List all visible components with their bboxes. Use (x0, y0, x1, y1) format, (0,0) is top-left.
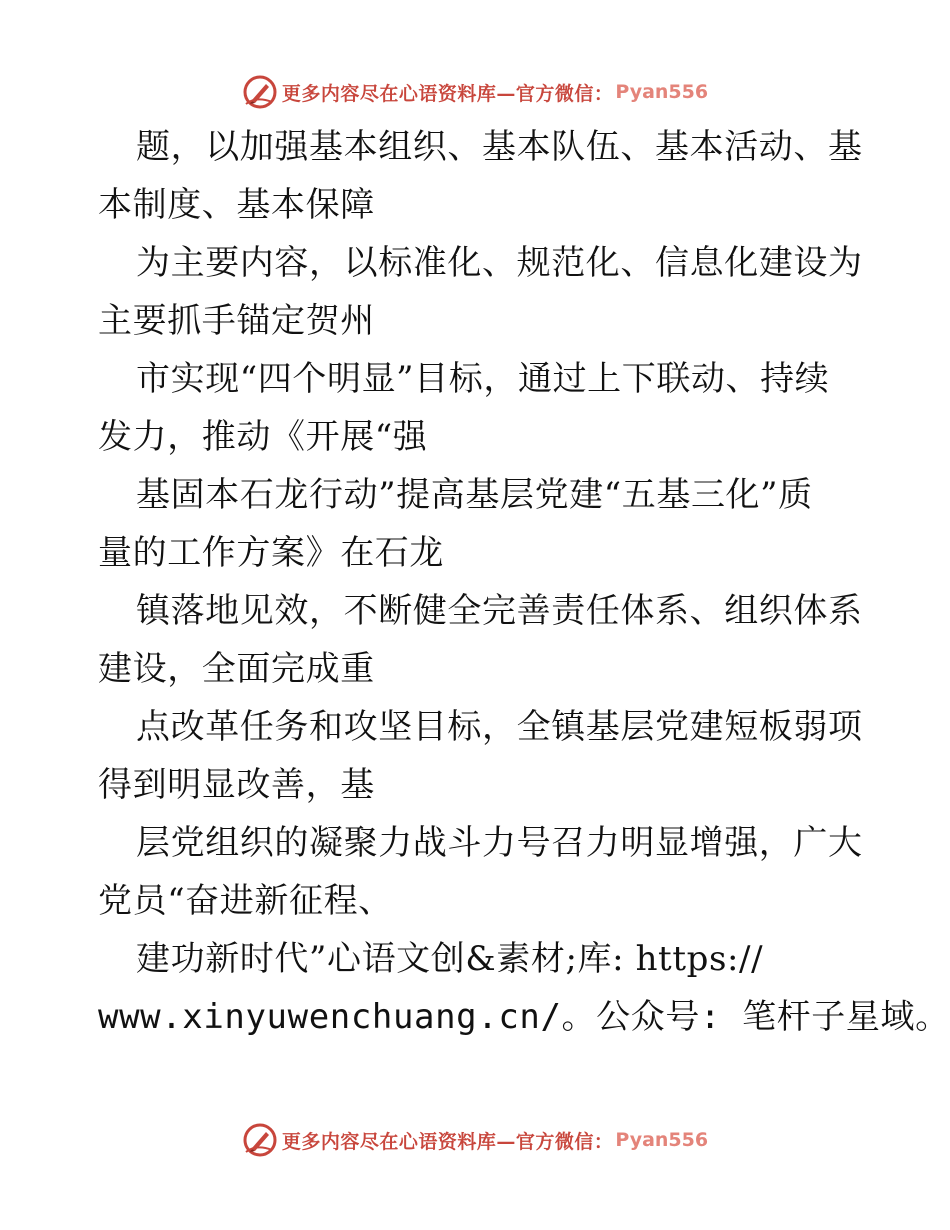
body-line: 本制度、基本保障 (98, 185, 375, 225)
seal-pen-icon (242, 1122, 278, 1158)
body-line: www.xinyuwenchuang.cn/。公众号: 笔杆子星域。 (98, 997, 950, 1037)
footer-banner-text: 更多内容尽在心语资料库—官方微信： (281, 1130, 614, 1153)
body-line: 层党组织的凝聚力战斗力号召力明显增强，广大 (136, 823, 863, 863)
body-line: 基固本石龙行动”提高基层党建“五基三化”质 (136, 475, 813, 515)
body-line: 市实现“四个明显”目标，通过上下联动、持续 (136, 359, 830, 399)
body-line: 量的工作方案》在石龙 (98, 533, 444, 573)
body-line: 建功新时代”心语文创&素材;库: https:// (136, 939, 764, 979)
footer-banner (0, 1118, 950, 1162)
seal-pen-icon (242, 74, 278, 110)
document-body (98, 118, 950, 1046)
header-banner (0, 70, 950, 114)
body-line: 题，以加强基本组织、基本队伍、基本活动、基 (136, 127, 863, 167)
body-line: 主要抓手锚定贺州 (98, 301, 375, 341)
header-wechat-id: Pyan556 (615, 81, 709, 103)
body-line: 建设，全面完成重 (98, 649, 375, 689)
body-line: 为主要内容，以标准化、规范化、信息化建设为 (136, 243, 863, 283)
body-line: 发力，推动《开展“强 (98, 417, 428, 457)
body-line: 得到明显改善，基 (98, 765, 375, 805)
body-line: 点改革任务和攻坚目标，全镇基层党建短板弱项 (136, 707, 863, 747)
footer-wechat-id: Pyan556 (615, 1129, 709, 1151)
body-line: 镇落地见效，不断健全完善责任体系、组织体系 (136, 591, 863, 631)
body-line: 党员“奋进新征程、 (98, 881, 393, 921)
header-banner-text: 更多内容尽在心语资料库—官方微信： (281, 82, 614, 105)
